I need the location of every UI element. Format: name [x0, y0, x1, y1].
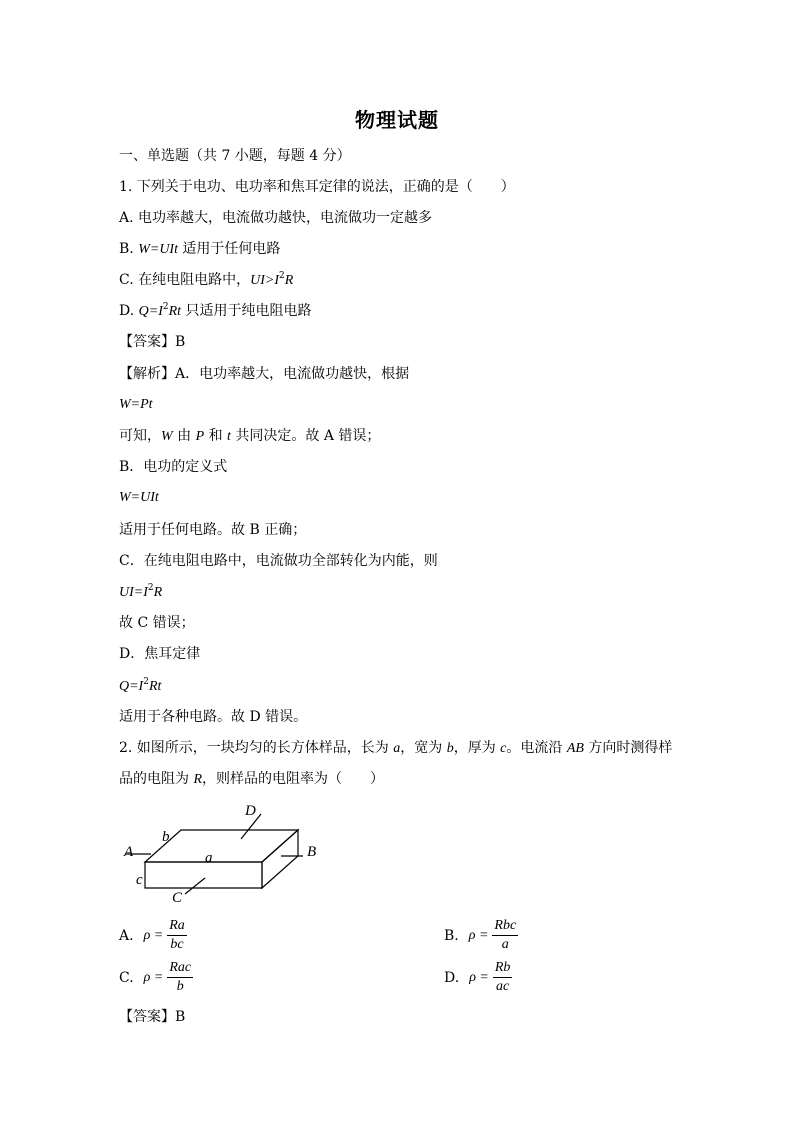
q2-option-b: B. ρ = $\frac{\text{Rbc}}{a}$	[444, 918, 517, 952]
label-B: B	[307, 844, 317, 860]
q2-answer: 【答案】B	[119, 1009, 186, 1025]
q1-equation-4: $Q=I^2Rt$	[119, 677, 162, 694]
page-title: 物理试题	[355, 108, 439, 132]
q2-option-c: C. ρ = $\frac{\text{Rac}}{b}$	[119, 960, 192, 994]
label-b: b	[162, 829, 170, 845]
q1-analysis: 【解析】A．电功率越大，电流做功越快，根据	[119, 366, 410, 382]
label-D: D	[245, 803, 256, 819]
cuboid-side-face	[262, 830, 298, 888]
q1-text-4: 适用于各种电路。故 D 错误。	[119, 709, 308, 725]
section-heading: 一、单选题（共 7 小题，每题 4 分）	[119, 148, 351, 164]
label-c: c	[136, 872, 143, 888]
q1-option-b: B. W=UIt 适用于任何电路	[119, 241, 281, 257]
q1-option-c: C. 在纯电阻电路中，$UI>I^2R$	[119, 271, 294, 288]
q1-text-3: 故 C 错误；	[119, 615, 195, 631]
q1-equation-2: W=UIt	[119, 490, 159, 505]
q1-answer: 【答案】B	[119, 334, 186, 350]
q1-b-heading: B．电功的定义式	[119, 459, 228, 475]
q1-d-heading: D．焦耳定律	[119, 646, 201, 662]
q1-equation-3: $UI=I^2R$	[119, 583, 163, 600]
lead-C	[185, 878, 205, 894]
q2-option-d: D. ρ = $\frac{Rb}{ac}$	[444, 960, 511, 994]
label-A: A	[124, 844, 134, 860]
q1-equation-1: W=Pt	[119, 397, 153, 412]
q2-stem-line-2: 品的电阻为 R，则样品的电阻率为（ ）	[119, 771, 385, 787]
q1-option-d: D. $Q=I^2Rt$ 只适用于纯电阻电路	[119, 302, 312, 319]
q2-option-a: A. ρ = $\frac{Ra}{bc}$	[119, 918, 185, 952]
q1-text-2: 适用于任何电路。故 B 正确；	[119, 522, 307, 538]
q1-stem: 1. 下列关于电功、电功率和焦耳定律的说法，正确的是（ ）	[119, 179, 515, 195]
label-a: a	[205, 850, 213, 866]
q1-c-heading: C．在纯电阻电路中，电流做功全部转化为内能，则	[119, 553, 438, 569]
q2-stem-line-1: 2. 如图所示，一块均匀的长方体样品，长为 a，宽为 b，厚为 c。电流沿 AB 方向时测得样	[119, 740, 673, 756]
cuboid-figure	[115, 800, 330, 910]
label-C: C	[172, 890, 183, 906]
q1-text-1: 可知，W 由 P 和 t 共同决定。故 A 错误；	[119, 428, 381, 444]
cuboid-front-face	[145, 862, 262, 888]
q1-option-a: A. 电功率越大，电流做功越快，电流做功一定越多	[119, 210, 433, 226]
